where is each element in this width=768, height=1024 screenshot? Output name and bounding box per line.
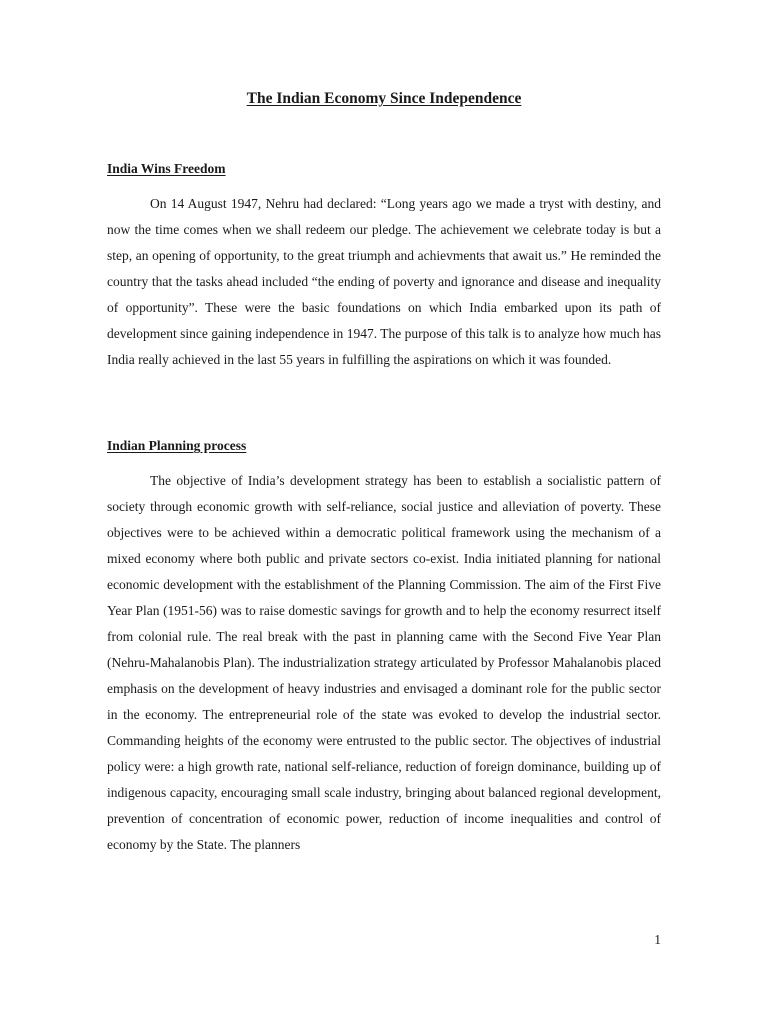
section-heading-indian-planning-process: Indian Planning process (107, 438, 247, 453)
section-paragraph-india-wins-freedom: On 14 August 1947, Nehru had declared: “Long years ago we made a tryst with destiny, and now the time comes when we shall redeem our pledge. The achievement we celebrate today is but a step, an opening of opportunity, to the great triumph and achievments that await us.” He reminded the country that the tasks ahead included “the ending of poverty and ignorance and disease and inequality of opportunity”. These were the basic foundations on which India embarked upon its path of development since gaining independence in 1947. The purpose of this talk is to analyze how much has India really achieved in the last 55 years in fulfilling the aspirations on which it was founded. (107, 196, 661, 367)
section-heading-india-wins-freedom: India Wins Freedom (107, 161, 226, 176)
section-paragraph-indian-planning-process: The objective of India’s development strategy has been to establish a socialistic pattern of society through economic growth with self-reliance, social justice and alleviation of poverty. These objectives were to be achieved within a democratic political framework using the mechanism of a mixed economy where both public and private sectors co-exist. India initiated planning for national economic development with the establishment of the Planning Commission. The aim of the First Five Year Plan (1951-56) was to raise domestic savings for growth and to help the economy resurrect itself from colonial rule. The real break with the past in planning came with the Second Five Year Plan (Nehru-Mahalanobis Plan). The industrialization strategy articulated by Professor Mahalanobis placed emphasis on the development of heavy industries and envisaged a dominant role for the public sector in the economy. The entrepreneurial role of the state was evoked to develop the industrial sector. Commanding heights of the economy were entrusted to the public sector. The objectives of industrial policy were: a high growth rate, national self-reliance, reduction of foreign dominance, building up of indigenous capacity, encouraging small scale industry, bringing about balanced regional development, prevention of concentration of economic power, reduction of income inequalities and control of economy by the State. The planners (107, 473, 661, 852)
document-title: The Indian Economy Since Independence (246, 90, 522, 107)
page-number: 1 (654, 932, 661, 947)
